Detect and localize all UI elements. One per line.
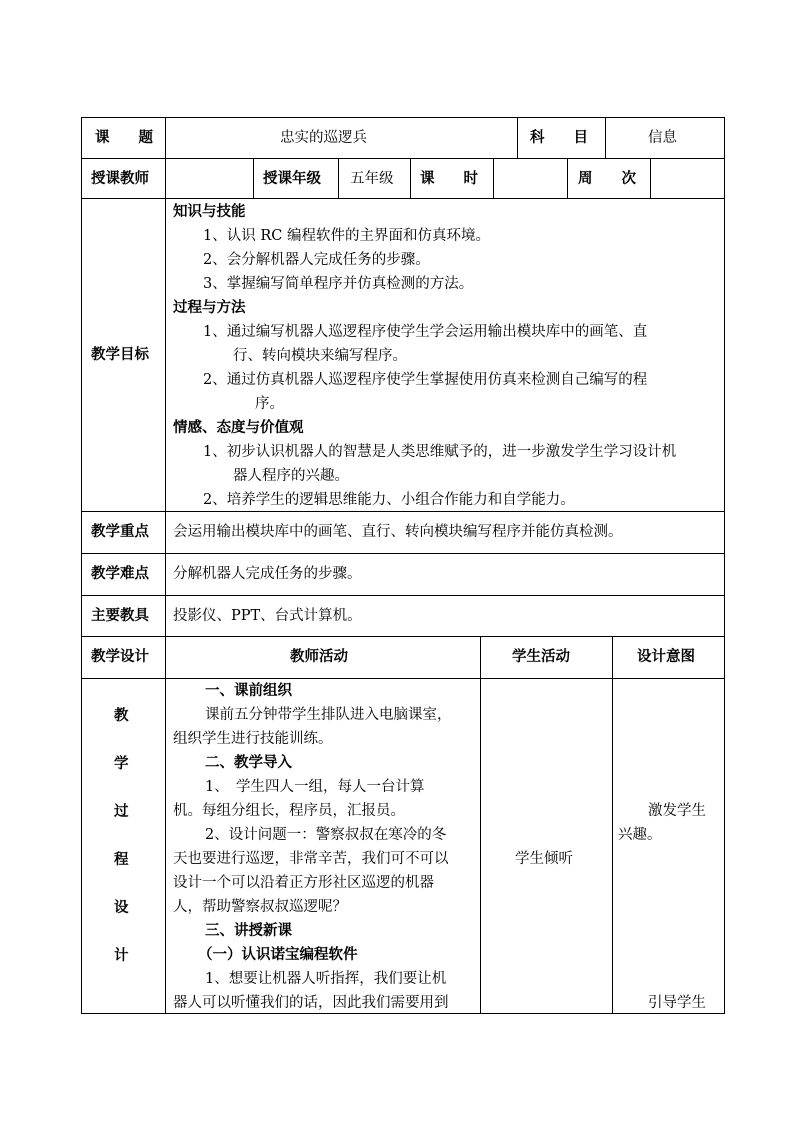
goals-line: 2、培养学生的逻辑思维能力、小组合作能力和自学能力。: [203, 492, 575, 508]
col-divider: [410, 158, 411, 198]
goals-heading: 知识与技能: [173, 203, 246, 220]
col-divider: [253, 158, 254, 198]
grade-label: 授课年级: [263, 170, 321, 187]
process-char: 程: [114, 851, 129, 868]
row-divider: [81, 158, 725, 159]
goals-line: 2、会分解机器人完成任务的步骤。: [203, 252, 430, 268]
period-label: 课 时: [420, 170, 478, 187]
goals-line: 序。: [255, 396, 284, 412]
difficulty-label: 教学难点: [91, 565, 149, 582]
process-char: 设: [114, 899, 129, 916]
row-divider: [81, 595, 725, 596]
goals-line: 1、通过编写机器人巡逻程序使学生学会运用输出模块库中的画笔、直: [203, 324, 648, 340]
teacher-section-heading: 三、讲授新课: [205, 922, 292, 939]
subject-value: 信息: [648, 130, 677, 146]
goals-line: 2、通过仿真机器人巡逻程序使学生掌握使用仿真来检测自己编写的程: [203, 372, 648, 388]
student-activity-value: 学生倾听: [515, 851, 573, 867]
table-border-top: [81, 117, 725, 118]
teacher-line: 器人可以听懂我们的话，因此我们需要用到: [173, 995, 449, 1011]
row-divider: [81, 678, 725, 679]
teacher-line: 1、想要让机器人听指挥，我们要让机: [205, 971, 447, 987]
topic-value: 忠实的巡逻兵: [280, 130, 367, 146]
col-divider: [480, 636, 481, 1014]
intent-line: 激发学生: [648, 803, 706, 819]
teacher-label: 授课教师: [91, 170, 149, 187]
design-intent-header: 设计意图: [637, 648, 695, 665]
teacher-line: 组织学生进行技能训练。: [173, 731, 333, 747]
label-column-divider: [165, 117, 166, 1014]
intent-line: 引导学生: [648, 995, 706, 1011]
col-divider: [517, 117, 518, 158]
process-char: 学: [114, 755, 129, 772]
teacher-line: 设计一个可以沿着正方形社区巡逻的机器: [173, 875, 434, 891]
teacher-line: 机。每组分组长，程序员，汇报员。: [173, 803, 405, 819]
table-border-bottom: [81, 1013, 725, 1014]
process-char: 教: [114, 707, 129, 724]
row-divider: [81, 198, 725, 199]
goals-line: 器人程序的兴趣。: [233, 468, 349, 484]
process-char: 计: [114, 947, 129, 964]
teacher-line: 人，帮助警察叔叔巡逻呢？: [173, 899, 347, 915]
materials-label: 主要教具: [91, 607, 149, 624]
teacher-subsection-heading: （一）认识诺宝编程软件: [198, 946, 358, 963]
table-border-right: [724, 117, 725, 1014]
difficulty-value: 分解机器人完成任务的步骤。: [173, 566, 362, 582]
key-point-value: 会运用输出模块库中的画笔、直行、转向模块编写程序并能仿真检测。: [173, 524, 623, 540]
teacher-line: 课前五分钟带学生排队进入电脑课室，: [205, 707, 452, 723]
process-char: 过: [114, 803, 129, 820]
teacher-section-heading: 一、课前组织: [205, 682, 292, 699]
week-label: 周 次: [578, 170, 636, 187]
intent-line: 兴趣。: [618, 827, 662, 843]
teacher-line: 天也要进行巡逻，非常辛苦，我们可不可以: [173, 851, 449, 867]
goals-label: 教学目标: [91, 346, 149, 363]
teacher-activity-header: 教师活动: [290, 648, 348, 665]
col-divider: [338, 158, 339, 198]
col-divider: [605, 117, 606, 158]
col-divider: [650, 158, 651, 198]
goals-line: 1、认识 RC 编程软件的主界面和仿真环境。: [203, 228, 490, 244]
teacher-section-heading: 二、教学导入: [205, 754, 292, 771]
col-divider: [493, 158, 494, 198]
teacher-line: 2、设计问题一：警察叔叔在寒冷的冬: [205, 827, 447, 843]
goals-line: 3、掌握编写简单程序并仿真检测的方法。: [203, 276, 474, 292]
subject-label: 科 目: [530, 129, 588, 146]
teacher-line: 1、 学生四人一组，每人一台计算: [205, 779, 425, 795]
design-header: 教学设计: [91, 648, 149, 665]
materials-value: 投影仪、PPT、台式计算机。: [173, 608, 362, 624]
student-activity-header: 学生活动: [512, 648, 570, 665]
grade-value: 五年级: [350, 171, 394, 187]
goals-line: 1、初步认识机器人的智慧是人类思维赋予的，进一步激发学生学习设计机: [203, 444, 677, 460]
row-divider: [81, 636, 725, 637]
goals-heading: 情感、态度与价值观: [173, 419, 304, 436]
row-divider: [81, 553, 725, 554]
key-point-label: 教学重点: [91, 523, 149, 540]
goals-line: 行、转向模块来编写程序。: [233, 348, 407, 364]
col-divider: [567, 158, 568, 198]
topic-label: 课 题: [95, 129, 153, 146]
col-divider: [612, 636, 613, 1014]
goals-heading: 过程与方法: [173, 299, 246, 316]
table-border-left: [81, 117, 82, 1014]
row-divider: [81, 511, 725, 512]
